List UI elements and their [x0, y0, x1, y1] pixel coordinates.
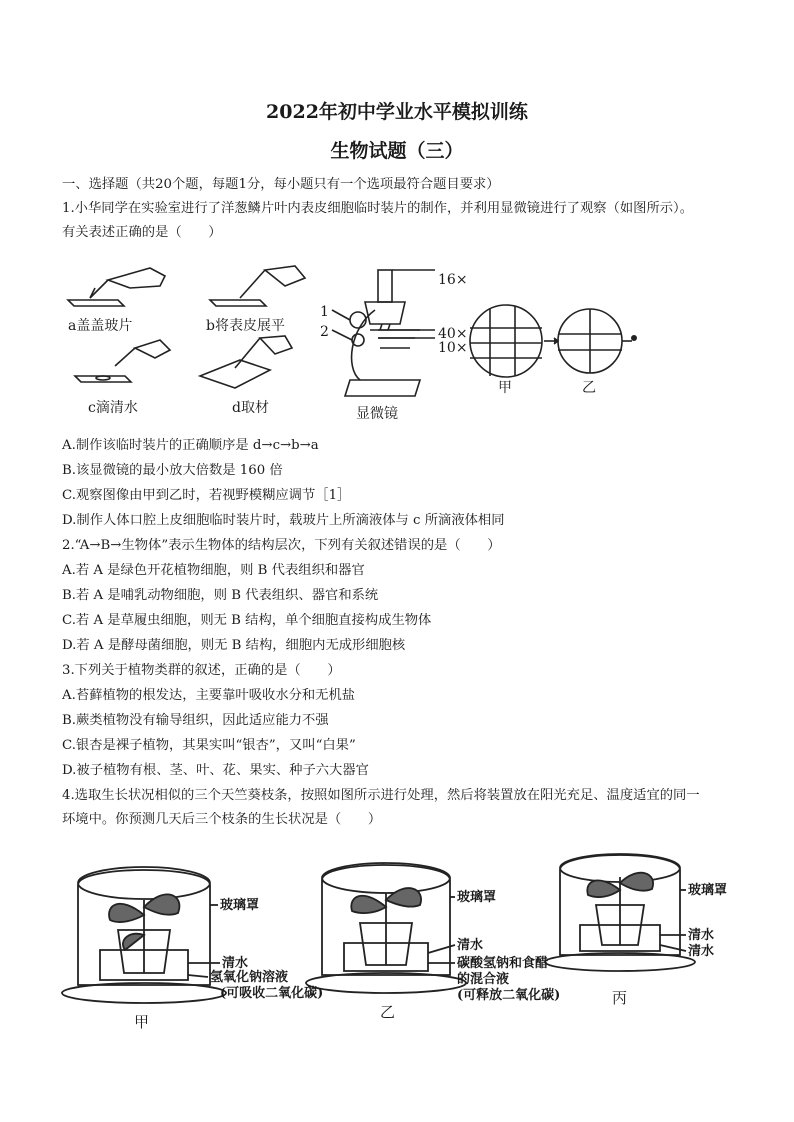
q1-stem-line1: 1.小华同学在实验室进行了洋葱鳞片叶内表皮细胞临时装片的制作，并利用显微镜进行了观察（如图所示）。	[62, 201, 693, 216]
q1-stem-line2: 有关表述正确的是（ ）	[62, 225, 222, 240]
label-jar-yi: 乙	[380, 1003, 396, 1021]
step-d-illustration	[200, 336, 292, 388]
yi-label-mix-line1: 碳酸氢钠和食醋	[457, 956, 549, 971]
yi-label-water: 清水	[457, 938, 484, 953]
yi-label-mix-note: (可释放二氧化碳)	[457, 988, 561, 1003]
section-heading: 一、选择题（共20个题，每题1分，每小题只有一个选项最符合题目要求）	[62, 177, 500, 192]
label-jar-jia: 甲	[134, 1013, 150, 1031]
step-a-illustration	[68, 268, 165, 306]
q3-option-b: B.蕨类植物没有输导组织，因此适应能力不强	[62, 713, 329, 728]
microscope-illustration	[345, 270, 435, 396]
view-jia-illustration	[470, 305, 542, 377]
q1-option-c: C.观察图像由甲到乙时，若视野模糊应调节［1］	[62, 488, 351, 503]
q4-stem-line2: 环境中。你预测几天后三个枝条的生长状况是（ ）	[62, 812, 382, 827]
label-eyepiece-16x: 16×	[438, 272, 468, 288]
label-view-yi: 乙	[582, 380, 596, 396]
jia-label-water: 清水	[222, 956, 249, 971]
label-objective-10x: 10×	[438, 340, 468, 356]
label-microscope: 显微镜	[356, 406, 398, 422]
jar-jia-illustration	[62, 867, 226, 1003]
jar-bing-illustration	[545, 854, 695, 971]
label-step-a: a盖盖玻片	[68, 318, 133, 334]
jia-label-naoh-note: (可吸收二氧化碳)	[220, 986, 324, 1001]
yi-label-glass: 玻璃罩	[457, 890, 497, 905]
label-objective-40x: 40×	[438, 326, 468, 342]
q4-figure	[60, 845, 740, 1035]
step-b-illustration	[210, 266, 305, 306]
bing-label-water-1: 清水	[688, 928, 715, 943]
bing-label-water-2: 清水	[688, 944, 715, 959]
label-view-jia: 甲	[498, 380, 512, 396]
q1-figure	[60, 258, 740, 428]
view-yi-illustration	[558, 309, 622, 373]
page-title: 2022年初中学业水平模拟训练	[266, 101, 528, 123]
label-part-2: 2	[320, 324, 329, 340]
label-part-1: 1	[320, 304, 329, 320]
q1-option-d: D.制作人体口腔上皮细胞临时装片时，载玻片上所滴液体与 c 所滴液体相同	[62, 513, 505, 528]
jia-label-glass: 玻璃罩	[220, 898, 260, 913]
q3-stem: 3.下列关于植物类群的叙述，正确的是（ ）	[62, 663, 341, 678]
yi-label-mix-line2: 的混合液	[457, 972, 510, 987]
q1-option-a: A.制作该临时装片的正确顺序是 d→c→b→a	[62, 438, 319, 453]
jia-label-naoh: 氢氧化钠溶液	[210, 970, 289, 985]
label-step-b: b将表皮展平	[206, 318, 285, 334]
q3-option-d: D.被子植物有根、茎、叶、花、果实、种子六大器官	[62, 763, 369, 778]
jar-yi-illustration	[306, 863, 466, 993]
label-jar-bing: 丙	[612, 989, 628, 1007]
q2-option-a: A.若 A 是绿色开花植物细胞，则 B 代表组织和器官	[62, 563, 365, 578]
q2-option-b: B.若 A 是哺乳动物细胞，则 B 代表组织、器官和系统	[62, 588, 379, 603]
q4-stem-line1: 4.选取生长状况相似的三个天竺葵枝条，按照如图所示进行处理，然后将装置放在阳光充足、温度适宜的同一	[62, 788, 700, 803]
q1-option-b: B.该显微镜的最小放大倍数是 160 倍	[62, 463, 283, 478]
page-subtitle: 生物试题（三）	[330, 140, 464, 162]
label-step-c: c滴清水	[88, 400, 138, 416]
q3-option-c: C.银杏是裸子植物，其果实叫“银杏”，又叫“白果”	[62, 738, 356, 753]
q2-option-c: C.若 A 是草履虫细胞，则无 B 结构，单个细胞直接构成生物体	[62, 613, 432, 628]
step-c-illustration	[75, 340, 170, 382]
q3-option-a: A.苔藓植物的根发达，主要靠叶吸收水分和无机盐	[62, 688, 356, 703]
q2-stem: 2.“A→B→生物体”表示生物体的结构层次，下列有关叙述错误的是（ ）	[62, 538, 501, 553]
q2-option-d: D.若 A 是酵母菌细胞，则无 B 结构，细胞内无成形细胞核	[62, 638, 406, 653]
label-step-d: d取材	[232, 400, 269, 416]
bing-label-glass: 玻璃罩	[688, 883, 728, 898]
